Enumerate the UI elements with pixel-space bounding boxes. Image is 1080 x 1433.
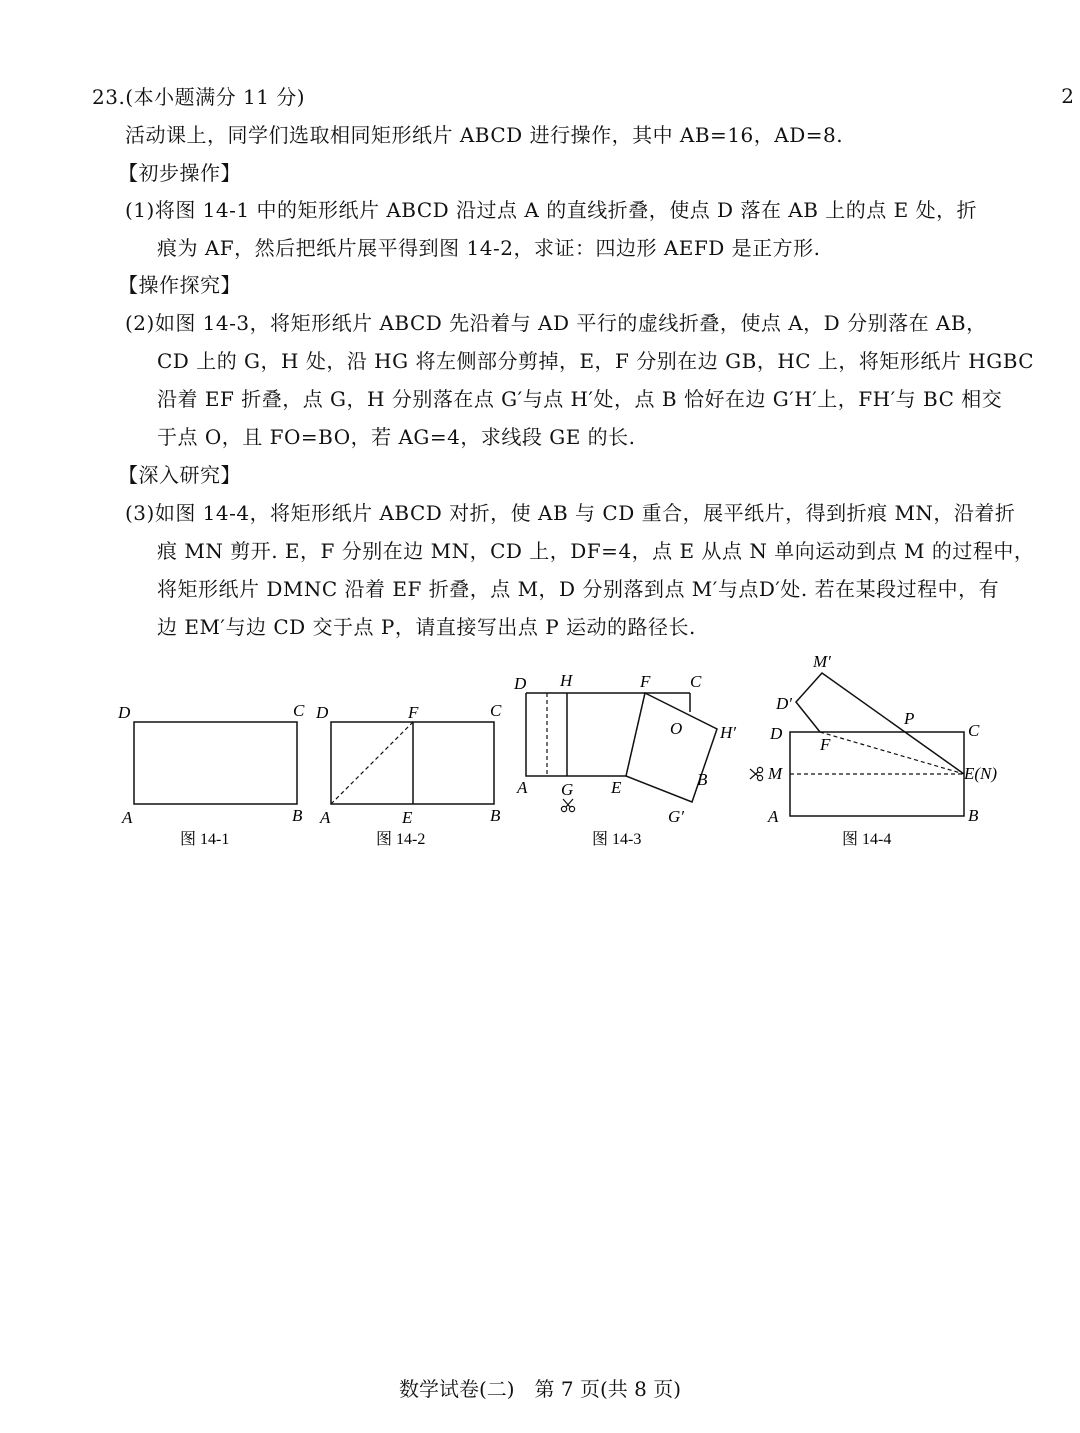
fig3-label-g: G <box>561 780 574 799</box>
problem-intro: 活动课上，同学们选取相同矩形纸片 ABCD 进行操作，其中 AB=16，AD=8. <box>125 123 844 147</box>
fig2-label-b: B <box>490 806 501 825</box>
fig3-label-o: O <box>670 719 683 738</box>
fig4-label-c: C <box>968 721 980 740</box>
fig4-label-m-prime: M′ <box>813 652 831 671</box>
fig3-label-h-prime: H′ <box>720 723 736 742</box>
fig2-label-a: A <box>320 808 331 827</box>
figures-row <box>100 645 1020 869</box>
fig4-label-d: D <box>770 724 783 743</box>
fig4-label-b: B <box>968 806 979 825</box>
scissors-icon <box>750 767 763 780</box>
section-title-explore: 【操作探究】 <box>118 273 241 297</box>
question2-line2: CD 上的 G，H 处，沿 HG 将左侧部分剪掉，E，F 分别在边 GB，HC 上，将矩形纸片 HGBC <box>157 349 1035 373</box>
scissors-icon <box>561 799 574 812</box>
fig3-label-c: C <box>690 672 702 691</box>
fig1-label-d: D <box>118 703 131 722</box>
fig3-label-b: B <box>697 770 708 789</box>
figure-14-2 <box>315 701 502 848</box>
fig2-caption: 图 14-2 <box>376 831 426 848</box>
fig3-label-f: F <box>640 672 651 691</box>
fig3-label-d: D <box>514 674 527 693</box>
figure-14-3 <box>513 671 736 848</box>
fig3-label-g-prime: G′ <box>668 807 684 826</box>
problem-header: 23.(本小题满分 11 分) <box>92 85 306 109</box>
page-corner-number: 2 <box>1061 84 1074 108</box>
question3-line2: 痕 MN 剪开. E，F 分别在边 MN，CD 上，DF=4，点 E 从点 N 单向运动到点 M 的过程中， <box>157 539 1035 563</box>
figures-svg <box>100 645 1020 865</box>
fig1-caption: 图 14-1 <box>180 831 230 848</box>
question3-line1: (3)如图 14-4，将矩形纸片 ABCD 对折，使 AB 与 CD 重合，展平纸片，得到折痕 MN，沿着折 <box>125 501 1016 525</box>
fig1-label-c: C <box>293 701 305 720</box>
figure-14-1 <box>117 701 305 848</box>
question2-line4: 于点 O，且 FO=BO，若 AG=4，求线段 GE 的长. <box>157 425 636 449</box>
fig4-label-d-prime: D′ <box>776 694 792 713</box>
question2-line1: (2)如图 14-3，将矩形纸片 ABCD 先沿着与 AD 平行的虚线折叠，使点 A，D 分别落在 AB， <box>125 311 987 335</box>
page-footer: 数学试卷(二) 第 7 页(共 8 页) <box>398 1377 682 1401</box>
question2-line3: 沿着 EF 折叠，点 G，H 分别落在点 G′与点 H′处，点 B 恰好在边 G′H′上，FH′与 BC 相交 <box>157 387 1003 411</box>
fig2-label-d: D <box>316 703 329 722</box>
fig4-label-a: A <box>768 807 779 826</box>
fig3-label-h: H <box>560 671 573 690</box>
fig1-label-b: B <box>292 806 303 825</box>
fig3-caption: 图 14-3 <box>592 831 642 848</box>
question3-line4: 边 EM′与边 CD 交于点 P，请直接写出点 P 运动的路径长. <box>157 615 696 639</box>
fig4-label-p: P <box>904 709 915 728</box>
question3-line3: 将矩形纸片 DMNC 沿着 EF 折叠，点 M，D 分别落到点 M′与点D′处. 若在某段过程中，有 <box>157 577 1000 601</box>
fig2-label-f: F <box>408 703 419 722</box>
question1-line1: (1)将图 14-1 中的矩形纸片 ABCD 沿过点 A 的直线折叠，使点 D 落在 AB 上的点 E 处，折 <box>125 198 978 222</box>
section-title-initial: 【初步操作】 <box>118 161 241 185</box>
question1-line2: 痕为 AF，然后把纸片展平得到图 14-2，求证：四边形 AEFD 是正方形. <box>157 236 821 260</box>
fig2-label-e: E <box>402 808 413 827</box>
fig4-label-e-n: E(N) <box>964 764 998 783</box>
fig4-caption: 图 14-4 <box>842 831 892 848</box>
fig4-label-f: F <box>820 735 831 754</box>
fig3-label-a: A <box>517 778 528 797</box>
figure-14-4 <box>750 652 997 848</box>
fig3-label-e: E <box>611 778 622 797</box>
fig2-label-c: C <box>490 701 502 720</box>
section-title-research: 【深入研究】 <box>118 463 241 487</box>
fig4-label-m: M <box>768 764 783 783</box>
fig1-label-a: A <box>122 808 133 827</box>
